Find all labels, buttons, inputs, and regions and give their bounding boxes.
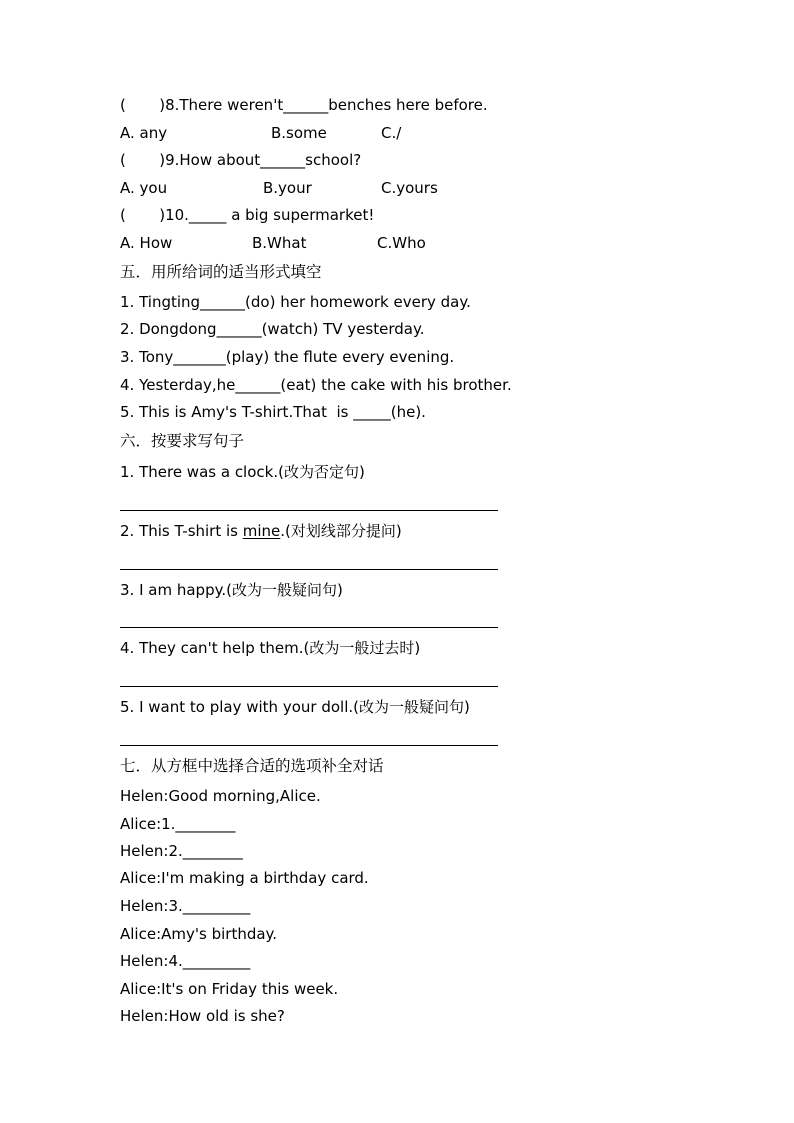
dialogue-line-4: Alice:I'm making a birthday card.	[120, 869, 369, 887]
dialogue-line-6: Alice:Amy's birthday.	[120, 925, 278, 943]
dialogue-line-5: Helen:3._________	[120, 897, 251, 915]
question-8: ( )8.There weren't______benches here before.	[120, 96, 488, 114]
q8-option-c: C./	[381, 124, 402, 142]
underlined-word: mine	[242, 522, 281, 540]
dialogue-line-7: Helen:4._________	[120, 952, 251, 970]
fill-item-5: 5. This is Amy's T-shirt.That is _____(he).	[120, 403, 426, 421]
answer-line-1[interactable]	[120, 510, 498, 511]
dialogue-line-2: Alice:1.________	[120, 815, 236, 833]
rewrite-item-4: 4. They can't help them.(改为一般过去时)	[120, 639, 421, 657]
rewrite-item-3: 3. I am happy.(改为一般疑问句)	[120, 581, 343, 599]
rewrite-item-2	[120, 521, 402, 541]
question-9: ( )9.How about______school?	[120, 151, 362, 169]
q8-option-a: A. any	[120, 124, 168, 142]
q10-option-b: B.What	[252, 234, 307, 252]
rewrite-item-1: 1. There was a clock.(改为否定句)	[120, 463, 365, 481]
dialogue-line-3: Helen:2.________	[120, 842, 243, 860]
dialogue-line-1: Helen:Good morning,Alice.	[120, 787, 321, 805]
answer-line-4[interactable]	[120, 686, 498, 687]
fill-item-3: 3. Tony_______(play) the flute every evening.	[120, 348, 455, 366]
q10-option-c: C.Who	[377, 234, 426, 252]
answer-line-2[interactable]	[120, 569, 498, 570]
section-6-heading: 六．按要求写句子	[120, 432, 245, 450]
section-7-heading: 七．从方框中选择合适的选项补全对话	[120, 757, 384, 775]
fill-item-2: 2. Dongdong______(watch) TV yesterday.	[120, 320, 425, 338]
dialogue-line-8: Alice:It's on Friday this week.	[120, 980, 339, 998]
answer-line-5[interactable]	[120, 745, 498, 746]
fill-item-4: 4. Yesterday,he______(eat) the cake with his brother.	[120, 376, 512, 394]
rewrite-item-5: 5. I want to play with your doll.(改为一般疑问句)	[120, 698, 470, 716]
fill-item-1: 1. Tingting______(do) her homework every day.	[120, 293, 471, 311]
answer-line-3[interactable]	[120, 627, 498, 628]
q10-option-a: A. How	[120, 234, 173, 252]
q9-option-a: A. you	[120, 179, 168, 197]
q8-option-b: B.some	[271, 124, 327, 142]
section-5-heading: 五．用所给词的适当形式填空	[120, 263, 322, 281]
dialogue-line-9: Helen:How old is she?	[120, 1007, 285, 1025]
q9-option-c: C.yours	[381, 179, 438, 197]
rewrite-item-2-prefix: 2. This T-shirt is	[120, 522, 243, 540]
rewrite-item-2-suffix: .(对划线部分提问)	[280, 522, 402, 540]
q9-option-b: B.your	[263, 179, 312, 197]
question-10: ( )10._____ a big supermarket!	[120, 206, 375, 224]
